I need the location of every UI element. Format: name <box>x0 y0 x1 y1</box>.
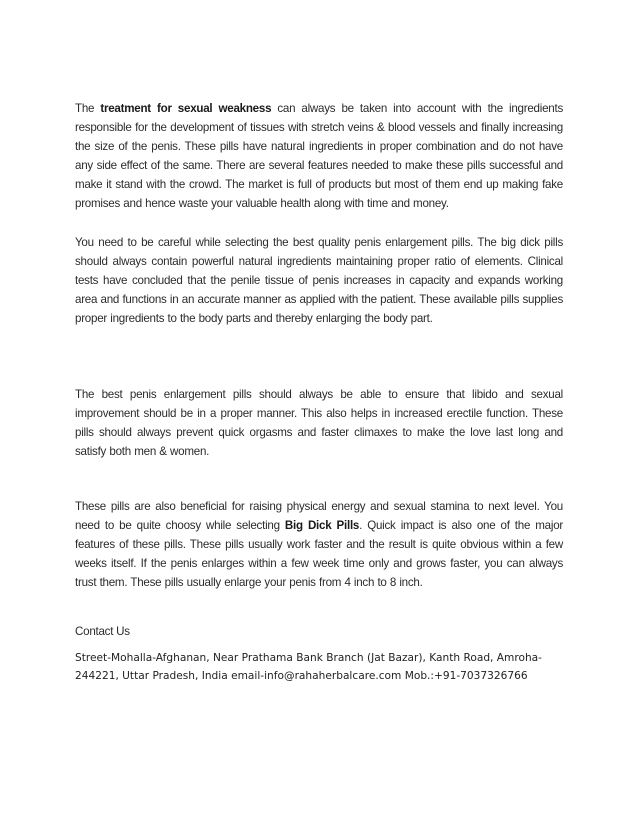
paragraph-selection: You need to be careful while selecting the best quality penis enlargement pills. The big dick pills should always contain powerful natural ingredients maintaining proper ratio of elements. Clinical tests have concluded that the penile tissue of penis increases in capacity and expands working area and functions in an accurate manner as applied with the patient. These available pills supplies proper ingredients to the body parts and thereby enlarging the body part. <box>75 236 563 326</box>
paragraph-1-body: can always be taken into account with the ingredients responsible for the development of tissues with stretch veins & blood vessels and finally increasing the size of the penis. These pills have natural ingredients in proper combination and do not have any side effect of the same. There are several features needed to make these pills successful and make it stand with the crowd. The market is full of products but most of them end up making fake promises and hence waste your valuable health along with time and money. <box>75 102 563 211</box>
paragraph-best-pills: The best penis enlargement pills should always be able to ensure that libido and sexual improvement should be in a proper manner. This also helps in increased erectile function. These pills should always prevent quick orgasms and faster climaxes to make the love last long and satisfy both men & women. <box>75 388 563 459</box>
paragraph-treatment <box>75 99 563 214</box>
paragraph-benefits <box>75 497 563 592</box>
contact-address: Street-Mohalla-Afghanan, Near Prathama Bank Branch (Jat Bazar), Kanth Road, Amroha-244221, Uttar Pradesh, India email-info@rahaherbalcare.com Mob.:+91-7037326766 <box>75 652 542 682</box>
paragraph-1-intro: The <box>75 102 101 115</box>
bold-phrase-treatment: treatment for sexual weakness <box>100 102 272 115</box>
bold-phrase-product: Big Dick Pills <box>284 519 360 533</box>
paragraph-4-intro: These pills are also beneficial for raising physical energy and sexual stamina to next level. You need to be quite choosy while selecting <box>75 500 563 533</box>
paragraph-4-body: . Quick impact is also one of the major features of these pills. These pills usually work faster and the result is quite obvious within a few weeks itself. If the penis enlarges within a few week time only and grows faster, you can always trust them. These pills usually enlarge your penis from 4 inch to 8 inch. <box>75 519 564 590</box>
contact-heading: Contact Us <box>75 625 130 638</box>
